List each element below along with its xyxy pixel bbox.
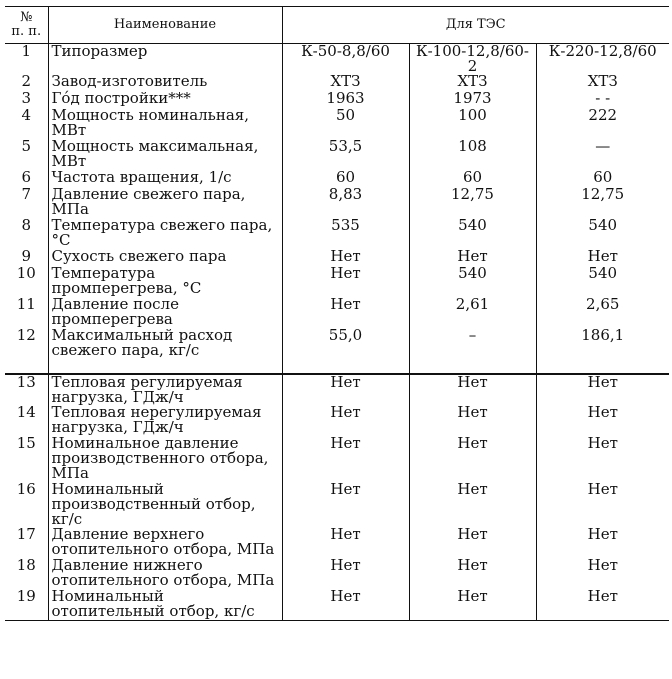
value-cell: Нет: [536, 249, 669, 266]
row-number: 10: [16, 264, 36, 282]
value-cell: Нет: [536, 558, 669, 589]
table-row: [5, 108, 669, 139]
row-name: Мощность номинальная, МВт: [48, 108, 282, 139]
value-cell: 108: [409, 139, 536, 170]
value-cell: 100: [409, 108, 536, 139]
row-number: 2: [21, 72, 32, 90]
row-number: 8: [21, 216, 32, 234]
value-cell: Нет: [282, 405, 409, 436]
row-number: 12: [16, 326, 36, 344]
row-number: 13: [5, 374, 48, 405]
value-cell: Нет: [282, 374, 409, 405]
value-cell: ХТЗ: [282, 74, 409, 91]
row-name: Гóд постройки***: [48, 91, 282, 108]
table-row: [5, 558, 669, 589]
value-cell: Нет: [282, 482, 409, 527]
value-cell: 12,75: [409, 187, 536, 218]
value-cell: 55,0: [282, 328, 409, 374]
table-row: [5, 405, 669, 436]
value-cell: К-50-8,8/60: [282, 44, 409, 75]
value-cell: Нет: [409, 436, 536, 482]
value-cell: Нет: [409, 558, 536, 589]
row-number: 4: [21, 106, 32, 124]
row-name: Мощность максимальная, МВт: [48, 139, 282, 170]
value-cell: Нет: [409, 374, 536, 405]
row-name: Типоразмер: [48, 44, 282, 75]
table-body: [5, 44, 669, 621]
table-row: [5, 482, 669, 527]
row-name: Давление после промперегрева: [48, 297, 282, 328]
value-cell: Нет: [409, 482, 536, 527]
value-cell: 535: [282, 218, 409, 249]
value-cell: Нет: [282, 297, 409, 328]
value-cell: Нет: [282, 558, 409, 589]
row-number: 14: [16, 403, 36, 421]
turbine-spec-table: [5, 6, 669, 621]
table-row: [5, 589, 669, 620]
value-cell: 2,65: [536, 297, 669, 328]
row-number: 1: [21, 42, 32, 60]
row-number: 6: [21, 168, 32, 186]
value-cell: К-220-12,8/60: [536, 44, 669, 75]
value-cell: 50: [282, 108, 409, 139]
row-name: Давление свежего пара, МПа: [48, 187, 282, 218]
value-cell: Нет: [536, 436, 669, 482]
row-number: 3: [21, 89, 32, 107]
header-number: № п. п.: [5, 7, 48, 44]
table-row: [5, 297, 669, 328]
table-header-row: [5, 7, 669, 44]
value-cell: 186,1: [536, 328, 669, 374]
value-cell: 60: [282, 170, 409, 187]
row-name: Номинальный отопительный отбор, кг/с: [48, 589, 282, 620]
row-number: 17: [16, 525, 36, 543]
value-cell: Нет: [282, 527, 409, 558]
value-cell: 2,61: [409, 297, 536, 328]
value-cell: 540: [409, 266, 536, 297]
row-name: Тепловая нерегулируемая нагрузка, ГДж/ч: [48, 405, 282, 436]
value-cell: ХТЗ: [536, 74, 669, 91]
row-name: Температура свежего пара, °С: [48, 218, 282, 249]
value-cell: 1973: [409, 91, 536, 108]
value-cell: 53,5: [282, 139, 409, 170]
value-cell: Нет: [409, 527, 536, 558]
value-cell: Нет: [536, 527, 669, 558]
table-row: [5, 266, 669, 297]
table-row: [5, 218, 669, 249]
row-name: Давление верхнего отопительного отбора, МПа: [48, 527, 282, 558]
value-cell: Нет: [536, 405, 669, 436]
row-name: Частота вращения, 1/с: [48, 170, 282, 187]
row-name: Давление нижнего отопительного отбора, МПа: [48, 558, 282, 589]
row-number: 7: [21, 185, 32, 203]
table-row: [5, 187, 669, 218]
row-name: Максимальный расход свежего пара, кг/с: [48, 328, 282, 374]
value-cell: 12,75: [536, 187, 669, 218]
value-cell: –: [409, 328, 536, 374]
row-number: 5: [21, 137, 32, 155]
row-name: Завод-изготовитель: [48, 74, 282, 91]
value-cell: 540: [536, 266, 669, 297]
row-number: 9: [21, 247, 32, 265]
value-cell: 222: [536, 108, 669, 139]
value-cell: Нет: [282, 266, 409, 297]
value-cell: 540: [409, 218, 536, 249]
row-number: 11: [16, 295, 36, 313]
header-name: Наименование: [48, 7, 282, 44]
row-name: Температура промперегрева, °С: [48, 266, 282, 297]
value-cell: Нет: [409, 249, 536, 266]
value-cell: 60: [536, 170, 669, 187]
value-cell: Нет: [409, 405, 536, 436]
row-number: 15: [16, 434, 36, 452]
row-name: Тепловая регулируемая нагрузка, ГДж/ч: [48, 374, 282, 405]
table-row: [5, 44, 669, 75]
value-cell: К-100-12,8/60-2: [409, 44, 536, 75]
value-cell: Нет: [282, 249, 409, 266]
row-number: 16: [16, 480, 36, 498]
header-group: Для ТЭС: [282, 7, 669, 44]
value-cell: 1963: [282, 91, 409, 108]
value-cell: 8,83: [282, 187, 409, 218]
table-row: [5, 436, 669, 482]
row-name: Сухость свежего пара: [48, 249, 282, 266]
value-cell: —: [536, 139, 669, 170]
table-row: [5, 374, 669, 405]
value-cell: Нет: [282, 589, 409, 620]
value-cell: Нет: [536, 374, 669, 405]
row-name: Номинальное давление производственного отбора, МПа: [48, 436, 282, 482]
value-cell: - -: [536, 91, 669, 108]
row-name: Номинальный производственный отбор, кг/с: [48, 482, 282, 527]
value-cell: Нет: [536, 589, 669, 620]
value-cell: Нет: [409, 589, 536, 620]
value-cell: 540: [536, 218, 669, 249]
value-cell: ХТЗ: [409, 74, 536, 91]
value-cell: Нет: [536, 482, 669, 527]
table-row: [5, 527, 669, 558]
value-cell: Нет: [282, 436, 409, 482]
row-number: 18: [16, 556, 36, 574]
table-row: [5, 139, 669, 170]
row-number: 19: [5, 589, 48, 620]
table-row: [5, 328, 669, 374]
value-cell: 60: [409, 170, 536, 187]
